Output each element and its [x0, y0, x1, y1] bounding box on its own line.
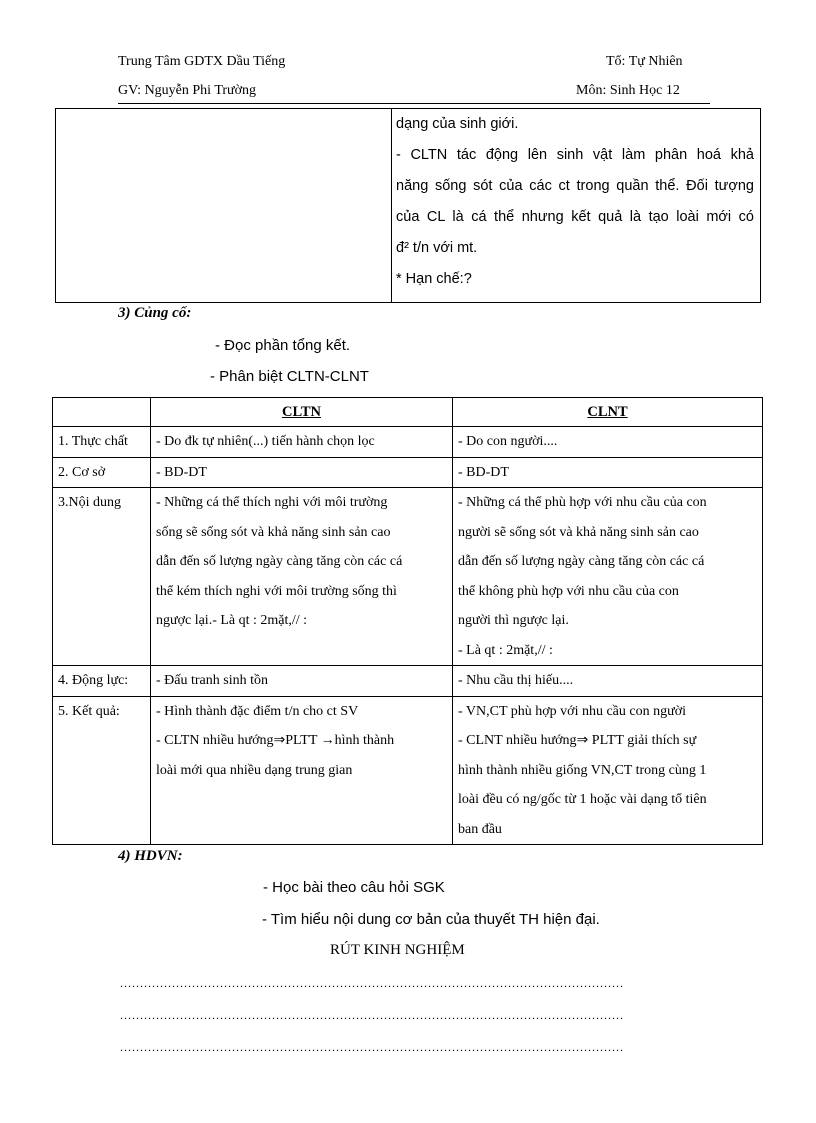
section-4-item: - Tìm hiểu nội dung cơ bản của thuyết TH hiện đại.	[262, 911, 600, 928]
cell-line: hình thành nhiều giống VN,CT trong cùng 1	[458, 762, 707, 778]
cell-line: - Do con người....	[458, 434, 558, 449]
text-line: - CLTN tác động lên sinh vật làm phân hoá khả	[396, 147, 754, 163]
teacher-name: GV: Nguyễn Phi Trường	[118, 83, 257, 98]
header-cell	[53, 398, 151, 427]
column-divider	[391, 109, 392, 302]
cell-line: loài mới qua nhiều dạng trung gian	[156, 762, 353, 778]
dotted-line: ..............................................................................................................................	[120, 976, 624, 990]
section-4-item: - Học bài theo câu hỏi SGK	[263, 879, 445, 896]
cell-line: thể kém thích nghi với môi trường sống thì	[156, 583, 397, 599]
cell-line: - VN,CT phù hợp với nhu cầu con người	[458, 703, 686, 719]
text-line: dạng của sinh giới.	[396, 116, 519, 132]
cell-line: - Hình thành đặc điểm t/n cho ct SV	[156, 703, 359, 719]
subject: Môn: Sinh Học 12	[576, 83, 680, 98]
cell-line: - Là qt : 2mặt,// :	[458, 642, 553, 658]
cell-line: loài đều có ng/gốc từ 1 hoặc vài dạng tổ tiên	[458, 792, 707, 807]
continuation-cell	[396, 109, 754, 295]
table-row	[53, 696, 763, 845]
continuation-table	[55, 108, 761, 303]
section-4-heading: 4) HDVN:	[118, 848, 183, 864]
dotted-line: ..............................................................................................................................	[120, 1040, 624, 1054]
section-3-heading: 3) Củng cố:	[118, 305, 192, 321]
table-row	[53, 457, 763, 488]
row-label: 1. Thực chất	[58, 434, 128, 449]
cell-line: dẫn đến số lượng ngày càng tăng còn các cá	[156, 554, 403, 569]
header-rule	[118, 103, 710, 104]
table-row	[53, 666, 763, 697]
row-label: 5. Kết quả:	[58, 703, 120, 719]
cell-line: người thì ngược lại.	[458, 613, 569, 628]
text-line: năng sống sót của các ct trong quần thể. Đối tượng	[396, 178, 754, 194]
header-clnt: CLNT	[453, 398, 763, 427]
cell-line: ngược lại.- Là qt : 2mặt,// :	[156, 613, 308, 628]
dotted-line: ..............................................................................................................................	[120, 1008, 624, 1022]
section-3-item: - Đọc phần tổng kết.	[215, 337, 351, 354]
cell-line: thể không phù hợp với nhu cầu của con	[458, 583, 679, 599]
row-label: 3.Nội dung	[58, 495, 121, 510]
section-3-item: - Phân biệt CLTN-CLNT	[210, 368, 369, 385]
cell-line: người sẽ sống sót và khả năng sinh sản cao	[458, 524, 699, 540]
cell-line: - BD-DT	[458, 464, 509, 480]
text-line: của CL là cá thể nhưng kết quả là tạo loài mới có	[396, 209, 754, 225]
department: Tổ: Tự Nhiên	[606, 54, 683, 69]
review-title: RÚT KINH NGHIỆM	[330, 942, 465, 958]
row-label: 2. Cơ sở	[58, 464, 106, 480]
center-name: Trung Tâm GDTX Dầu Tiếng	[118, 54, 286, 69]
cell-line: - Do đk tự nhiên(...) tiến hành chọn lọc	[156, 434, 375, 449]
cell-line: ban đầu	[458, 821, 502, 837]
comparison-table	[52, 397, 763, 845]
table-row	[53, 427, 763, 458]
table-row	[53, 488, 763, 666]
cell-line: - Đấu tranh sinh tồn	[156, 673, 268, 688]
text-line: * Hạn chế:?	[396, 271, 472, 287]
row-label: 4. Động lực:	[58, 673, 129, 688]
header-cltn: CLTN	[151, 398, 453, 427]
cell-line: - CLNT nhiều hướng⇒ PLTT giải thích sự	[458, 733, 697, 748]
table-header-row	[53, 398, 763, 427]
cell-line: dẫn đến số lượng ngày càng tăng còn các cá	[458, 554, 705, 569]
cell-line: - Những cá thể phù hợp với nhu cầu của con	[458, 495, 707, 510]
cell-line: - BD-DT	[156, 464, 207, 480]
cell-line: sống sẽ sống sót và khả năng sinh sản cao	[156, 524, 391, 540]
text-line: đ² t/n với mt.	[396, 240, 478, 256]
cell-line: - CLTN nhiều hướng⇒PLTT →hình thành	[156, 733, 395, 748]
cell-line: - Nhu cầu thị hiếu....	[458, 673, 574, 688]
cell-line: - Những cá thể thích nghi với môi trường	[156, 495, 388, 510]
